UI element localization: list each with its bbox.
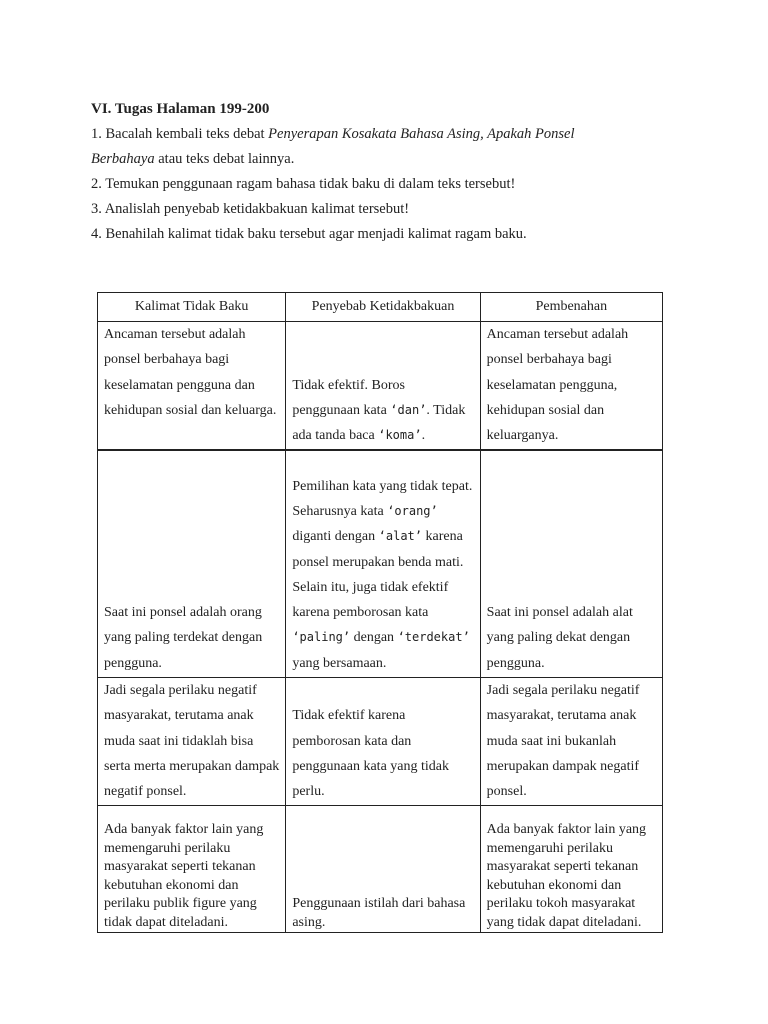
header-penyebab: Penyebab Ketidakbakuan — [286, 293, 480, 322]
table-header-row — [98, 293, 663, 322]
cell-pembenahan: Saat ini ponsel adalah alat yang paling dekat dengan pengguna. — [480, 450, 662, 677]
text: . Tidak ada tanda baca — [292, 402, 466, 444]
instruction-1-prefix: 1. Bacalah kembali teks debat — [91, 126, 269, 142]
quoted-word: ‘orang’ — [387, 503, 438, 518]
instruction-1-title-cont: Berbahaya — [91, 151, 155, 167]
quoted-word: ‘alat’ — [378, 529, 422, 544]
instruction-1-suffix: atau teks debat lainnya. — [154, 151, 295, 167]
text: yang bersamaan. — [292, 655, 387, 671]
table-row — [98, 450, 663, 677]
cell-kalimat: Ada banyak faktor lain yang memengaruhi perilaku masyarakat seperti tekanan kebutuhan ekonomi dan perilaku publik figure yang tidak dapat diteladani. — [98, 806, 286, 933]
cell-pembenahan: Ada banyak faktor lain yang memengaruhi perilaku masyarakat seperti tekanan kebutuhan ekonomi dan perilaku tokoh masyarakat yang tidak dapat diteladani. — [480, 806, 662, 933]
instruction-1 — [91, 122, 575, 147]
text: . — [421, 428, 426, 444]
text: karena ponsel merupakan benda mati. — [292, 529, 464, 570]
cell-penyebab: Penggunaan istilah dari bahasa asing. — [286, 806, 480, 933]
quoted-word: ‘dan’ — [390, 402, 427, 417]
quoted-word: ‘koma’ — [378, 428, 422, 443]
quoted-word: ‘terdekat’ — [397, 630, 470, 645]
table-row — [98, 322, 663, 451]
analysis-table — [97, 292, 663, 933]
text: Selain itu, juga tidak efektif karena pemborosan kata — [292, 579, 449, 621]
table-row — [98, 806, 663, 933]
text: dengan — [350, 630, 398, 646]
cell-pembenahan: Jadi segala perilaku negatif masyarakat, terutama anak muda saat ini bukanlah merupakan dampak negatif ponsel. — [480, 677, 662, 805]
section-heading: VI. Tugas Halaman 199-200 — [91, 101, 270, 117]
cell-penyebab — [286, 322, 480, 451]
instruction-4: 4. Benahilah kalimat tidak baku tersebut agar menjadi kalimat ragam baku. — [91, 226, 527, 242]
cell-kalimat: Jadi segala perilaku negatif masyarakat, terutama anak muda saat ini tidaklah bisa serta merta merupakan dampak negatif ponsel. — [98, 677, 286, 805]
instruction-2: 2. Temukan penggunaan ragam bahasa tidak baku di dalam teks tersebut! — [91, 176, 516, 192]
cell-penyebab: Tidak efektif karena pemborosan kata dan penggunaan kata yang tidak perlu. — [286, 677, 480, 805]
header-kalimat: Kalimat Tidak Baku — [98, 293, 286, 322]
text: Tidak efektif. Boros penggunaan kata — [292, 377, 405, 418]
cell-penyebab — [286, 450, 480, 677]
instruction-3: 3. Analislah penyebab ketidakbakuan kalimat tersebut! — [91, 201, 410, 217]
cell-kalimat: Ancaman tersebut adalah ponsel berbahaya bagi keselamatan pengguna dan kehidupan sosial dan keluarga. — [98, 322, 286, 451]
instruction-1-cont — [91, 147, 294, 172]
text: Pemilihan kata yang tidak tepat. Seharusnya kata — [292, 478, 473, 519]
table-row — [98, 677, 663, 805]
instruction-1-title: Penyerapan Kosakata Bahasa Asing, Apakah Ponsel — [268, 126, 575, 142]
text: diganti dengan — [292, 529, 379, 545]
cell-pembenahan: Ancaman tersebut adalah ponsel berbahaya bagi keselamatan pengguna, kehidupan sosial dan keluarganya. — [480, 322, 662, 451]
quoted-word: ‘paling’ — [292, 630, 351, 645]
cell-kalimat: Saat ini ponsel adalah orang yang paling terdekat dengan pengguna. — [98, 450, 286, 677]
header-pembenahan: Pembenahan — [480, 293, 662, 322]
